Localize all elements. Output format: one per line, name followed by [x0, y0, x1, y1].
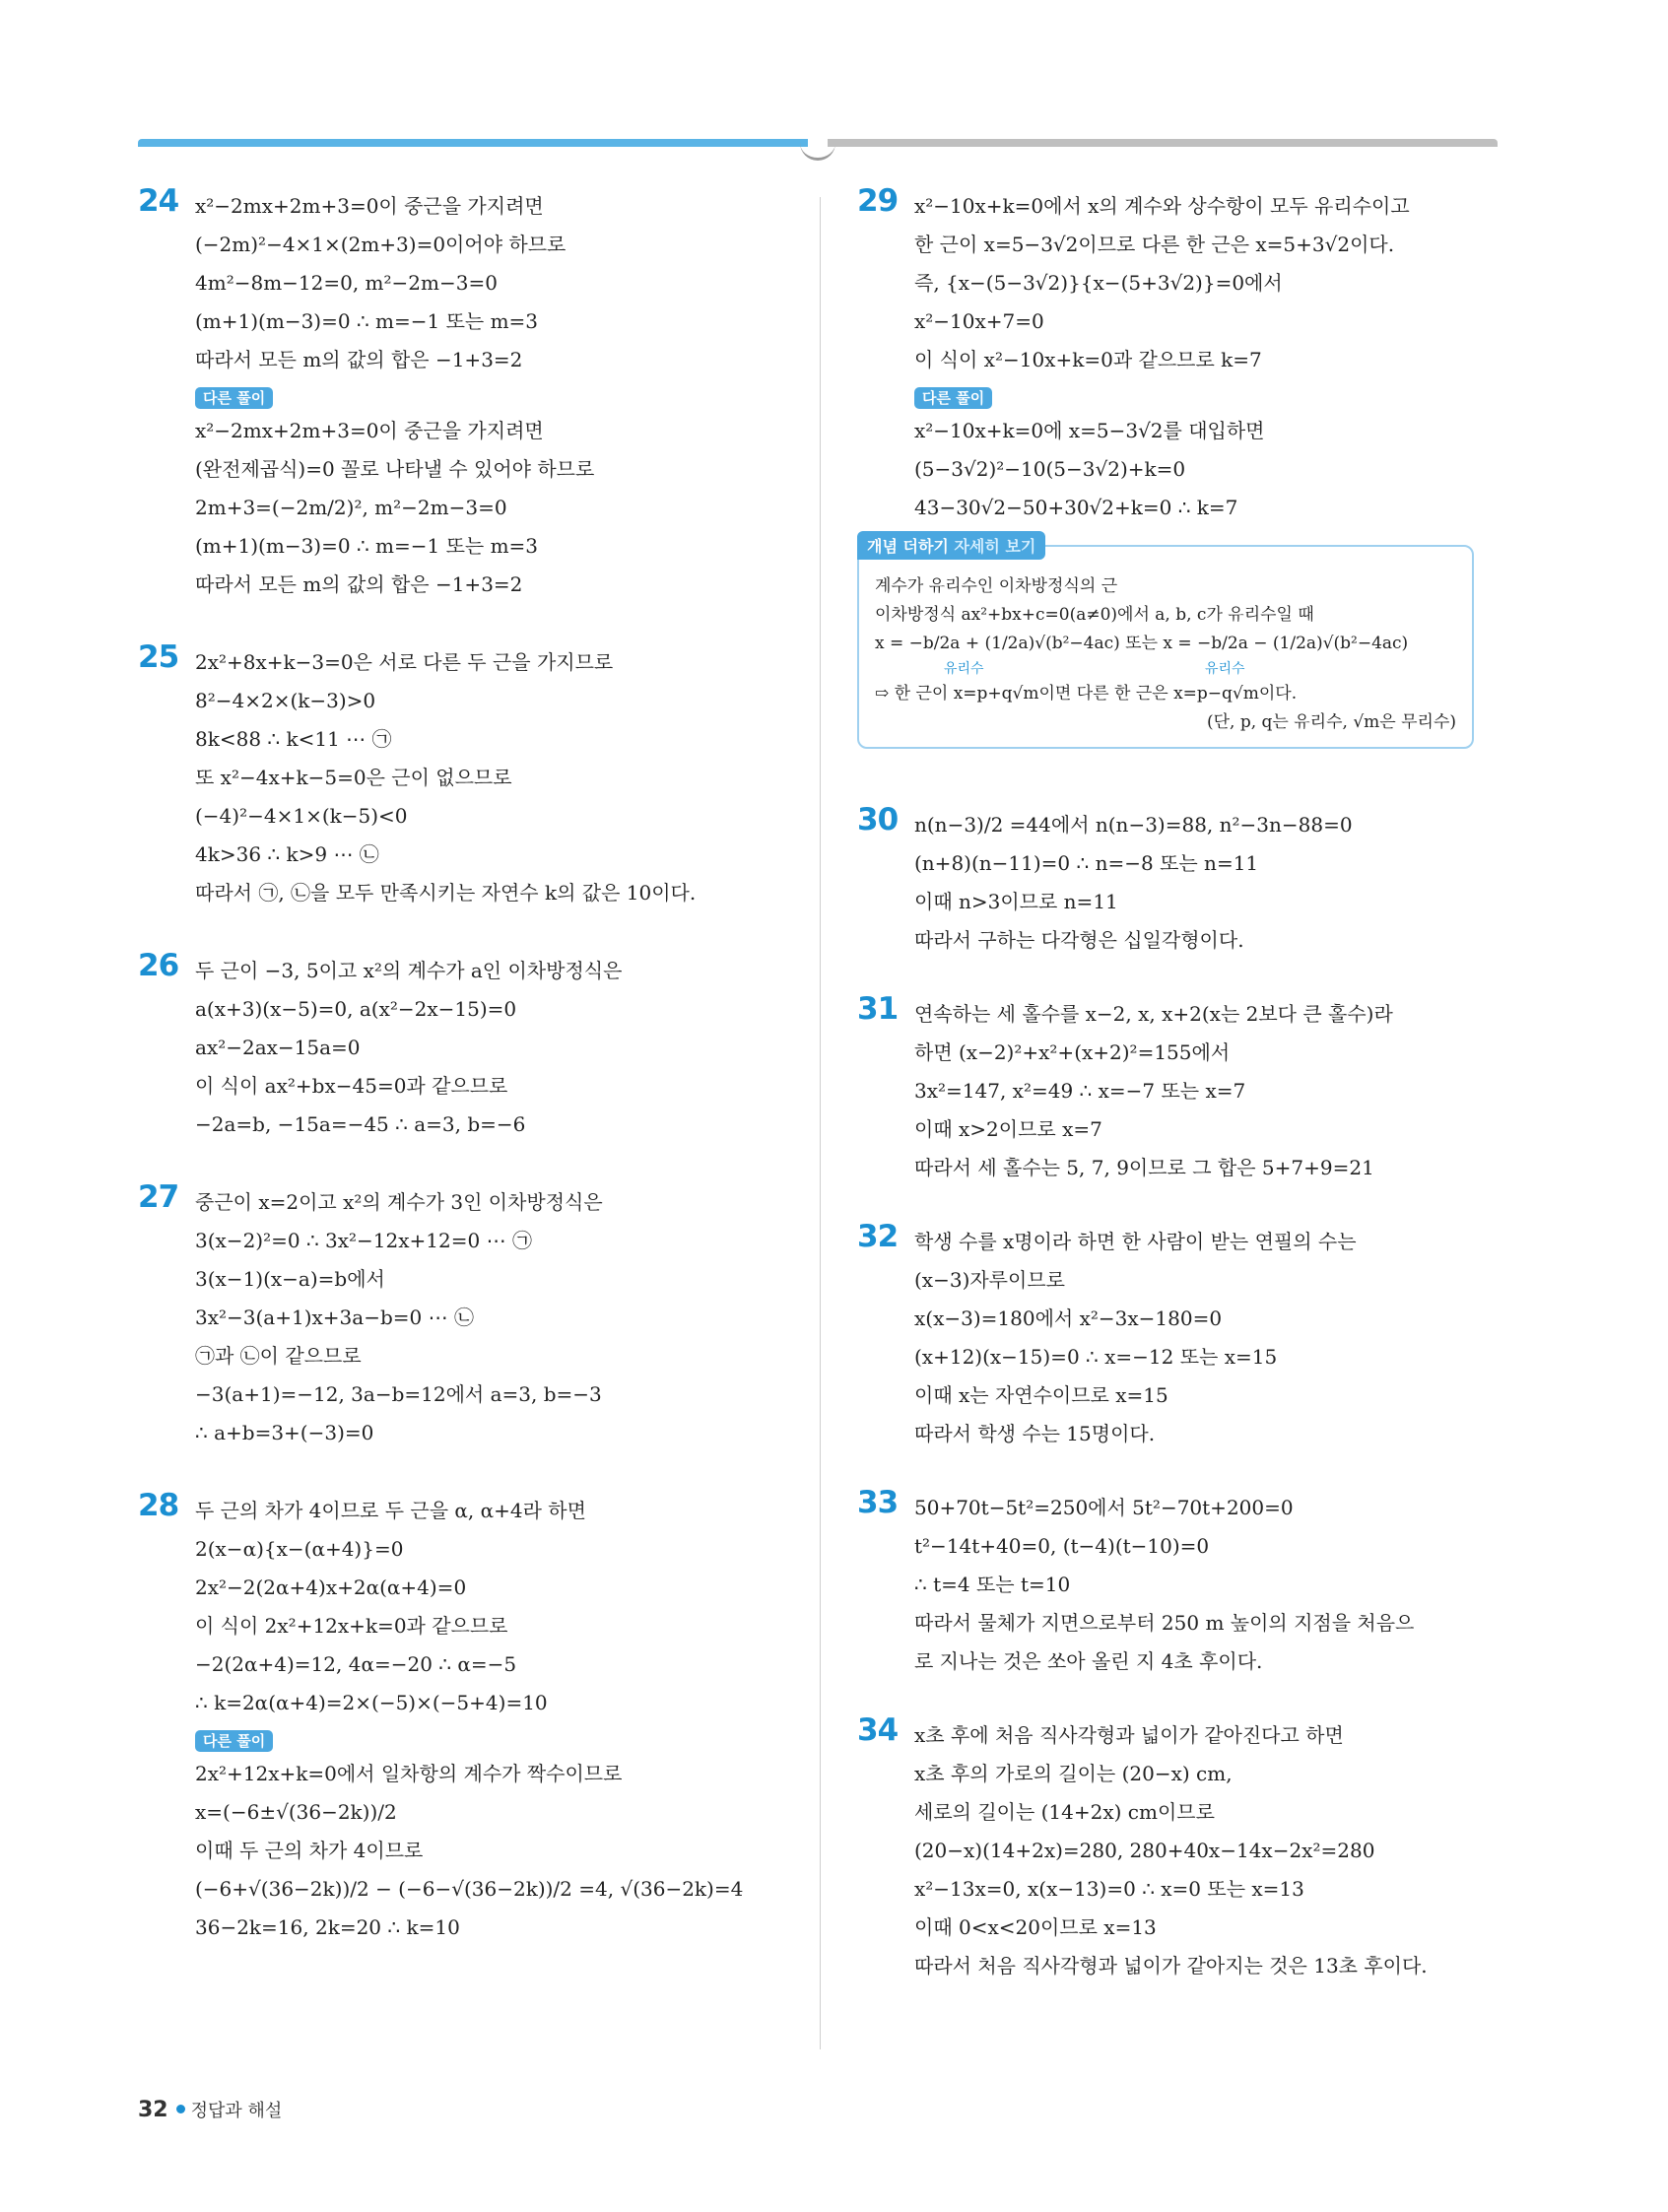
solution-line: 하면 (x−2)²+x²+(x+2)²=155에서	[914, 1040, 1231, 1064]
solution-line: (m+1)(m−3)=0 ∴ m=−1 또는 m=3	[195, 309, 539, 333]
solution-line: 따라서 물체가 지면으로부터 250 m 높이의 지점을 처음으	[914, 1611, 1415, 1635]
problem-25	[138, 639, 778, 912]
column-divider	[820, 197, 821, 2049]
solution-line: x초 후에 처음 직사각형과 넓이가 같아진다고 하면	[914, 1723, 1344, 1747]
problem-34	[857, 1712, 1507, 1985]
problem-number: 32	[857, 1219, 899, 1254]
concept-box	[857, 537, 1474, 749]
solution-line: x=(−6±√(36−2k))/2	[195, 1800, 397, 1824]
problem-24	[138, 183, 778, 604]
solution-line: 4k>36 ∴ k>9 ⋯ ㉡	[195, 842, 379, 866]
concept-heading: 계수가 유리수인 이차방정식의 근	[875, 576, 1118, 596]
rational-label-1: 유리수	[944, 661, 984, 677]
solution-line: x²−2mx+2m+3=0이 중근을 가지려면	[195, 419, 544, 442]
solution-line: 2m+3=(−2m/2)², m²−2m−3=0	[195, 496, 507, 519]
problem-27	[138, 1179, 778, 1452]
solution-line: x²−10x+7=0	[914, 309, 1044, 333]
solution-line: x²−10x+k=0에 x=5−3√2를 대입하면	[914, 419, 1265, 442]
problem-30	[857, 802, 1507, 960]
solution-line: ㉠과 ㉡이 같으므로	[195, 1344, 362, 1368]
solution-line: ax²−2ax−15a=0	[195, 1036, 361, 1059]
solution-line: 2(x−α){x−(α+4)}=0	[195, 1537, 404, 1561]
solution-line: 이 식이 x²−10x+k=0과 같으므로 k=7	[914, 348, 1262, 371]
problem-number: 33	[857, 1485, 899, 1520]
solution-line: 중근이 x=2이고 x²의 계수가 3인 이차방정식은	[195, 1190, 603, 1214]
concept-box-title-prefix: 개념 더하기	[867, 537, 949, 556]
alt-solution-badge: 다른 풀이	[914, 387, 992, 409]
solution-line: 두 근의 차가 4이므로 두 근을 α, α+4라 하면	[195, 1499, 586, 1522]
problem-number: 28	[138, 1488, 179, 1523]
solution-line: x²−13x=0, x(x−13)=0 ∴ x=0 또는 x=13	[914, 1877, 1304, 1901]
solution-line: (n+8)(n−11)=0 ∴ n=−8 또는 n=11	[914, 851, 1259, 875]
problem-33	[857, 1485, 1507, 1681]
solution-line: 3(x−2)²=0 ∴ 3x²−12x+12=0 ⋯ ㉠	[195, 1229, 532, 1252]
solution-line: 따라서 세 홀수는 5, 7, 9이므로 그 합은 5+7+9=21	[914, 1156, 1374, 1179]
solution-line: a(x+3)(x−5)=0, a(x²−2x−15)=0	[195, 997, 517, 1021]
header-bar-left	[138, 139, 808, 147]
footer-dot	[176, 2105, 185, 2113]
solution-line: 3(x−1)(x−a)=b에서	[195, 1267, 385, 1291]
concept-line-3: ⇨ 한 근이 x=p+q√m이면 다른 한 근은 x=p−q√m이다.	[875, 684, 1298, 704]
solution-line: ∴ a+b=3+(−3)=0	[195, 1421, 374, 1444]
problem-28	[138, 1488, 778, 1947]
problem-number: 25	[138, 639, 179, 675]
problem-number: 34	[857, 1712, 899, 1748]
solution-line: 43−30√2−50+30√2+k=0 ∴ k=7	[914, 496, 1238, 519]
solution-line: (−4)²−4×1×(k−5)<0	[195, 804, 408, 828]
solution-line: (20−x)(14+2x)=280, 280+40x−14x−2x²=280	[914, 1839, 1375, 1862]
solution-line: 따라서 구하는 다각형은 십일각형이다.	[914, 928, 1244, 952]
solution-line: 이때 x>2이므로 x=7	[914, 1117, 1102, 1141]
problem-29	[857, 183, 1507, 527]
concept-formula: x = −b/2a + (1/2a)√(b²−4ac) 또는 x = −b/2a − (1/2a)√(b²−4ac)	[875, 634, 1409, 653]
problem-31	[857, 991, 1507, 1187]
solution-line: 2x²+12x+k=0에서 일차항의 계수가 짝수이므로	[195, 1762, 623, 1785]
right-column	[857, 183, 1507, 1985]
solution-line: x초 후의 가로의 길이는 (20−x) cm,	[914, 1762, 1233, 1785]
solution-line: 즉, {x−(5−3√2)}{x−(5+3√2)}=0에서	[914, 271, 1283, 295]
solution-line: 50+70t−5t²=250에서 5t²−70t+200=0	[914, 1496, 1294, 1519]
solution-line: 3x²−3(a+1)x+3a−b=0 ⋯ ㉡	[195, 1306, 474, 1329]
solution-line: 따라서 모든 m의 값의 합은 −1+3=2	[195, 572, 523, 596]
solution-line: 4m²−8m−12=0, m²−2m−3=0	[195, 271, 498, 295]
solution-line: 이 식이 2x²+12x+k=0과 같으므로	[195, 1614, 508, 1638]
problem-number: 27	[138, 1179, 179, 1215]
solution-line: 따라서 학생 수는 15명이다.	[914, 1422, 1156, 1445]
solution-line: x²−2mx+2m+3=0이 중근을 가지려면	[195, 194, 544, 218]
solution-line: 세로의 길이는 (14+2x) cm이므로	[914, 1800, 1215, 1824]
solution-line: (x+12)(x−15)=0 ∴ x=−12 또는 x=15	[914, 1345, 1278, 1369]
solution-line: 따라서 모든 m의 값의 합은 −1+3=2	[195, 348, 523, 371]
header-bar-right	[828, 139, 1498, 147]
solution-line: 한 근이 x=5−3√2이므로 다른 한 근은 x=5+3√2이다.	[914, 233, 1395, 256]
solution-line: (x−3)자루이므로	[914, 1268, 1065, 1292]
solution-line: 이 식이 ax²+bx−45=0과 같으므로	[195, 1074, 508, 1098]
left-column	[138, 183, 778, 1947]
problem-number: 30	[857, 802, 899, 838]
solution-line: −3(a+1)=−12, 3a−b=12에서 a=3, b=−3	[195, 1382, 602, 1406]
solution-line: (m+1)(m−3)=0 ∴ m=−1 또는 m=3	[195, 534, 539, 558]
solution-line: 8²−4×2×(k−3)>0	[195, 689, 376, 712]
solution-line: (5−3√2)²−10(5−3√2)+k=0	[914, 457, 1186, 481]
solution-line: 또 x²−4x+k−5=0은 근이 없으므로	[195, 766, 512, 789]
solution-line: 2x²+8x+k−3=0은 서로 다른 두 근을 가지므로	[195, 650, 614, 674]
solution-line: 두 근이 −3, 5이고 x²의 계수가 a인 이차방정식은	[195, 959, 623, 982]
problem-32	[857, 1219, 1507, 1453]
solution-line: 8k<88 ∴ k<11 ⋯ ㉠	[195, 727, 392, 751]
solution-line: ∴ t=4 또는 t=10	[914, 1573, 1071, 1596]
solution-line: x²−10x+k=0에서 x의 계수와 상수항이 모두 유리수이고	[914, 194, 1410, 218]
solution-line: 따라서 처음 직사각형과 넓이가 같아지는 것은 13초 후이다.	[914, 1954, 1428, 1977]
page-number: 32	[138, 2098, 168, 2122]
solution-line: (완전제곱식)=0 꼴로 나타낼 수 있어야 하므로	[195, 457, 595, 481]
solution-line: 이때 두 근의 차가 4이므로	[195, 1839, 424, 1862]
solution-line: 이때 n>3이므로 n=11	[914, 890, 1118, 913]
solution-line: 3x²=147, x²=49 ∴ x=−7 또는 x=7	[914, 1079, 1246, 1103]
concept-line-4: (단, p, q는 유리수, √m은 무리수)	[1206, 712, 1456, 732]
concept-box-title-highlight: 자세히 보기	[954, 537, 1036, 556]
solution-line: ∴ k=2α(α+4)=2×(−5)×(−5+4)=10	[195, 1691, 548, 1714]
concept-box-title	[857, 531, 1045, 560]
solution-line: t²−14t+40=0, (t−4)(t−10)=0	[914, 1534, 1210, 1558]
rational-labels	[875, 658, 1456, 680]
problem-number: 31	[857, 991, 899, 1027]
solution-line: −2a=b, −15a=−45 ∴ a=3, b=−6	[195, 1112, 526, 1136]
solution-line: n(n−3)/2 =44에서 n(n−3)=88, n²−3n−88=0	[914, 813, 1353, 837]
solution-line: 36−2k=16, 2k=20 ∴ k=10	[195, 1915, 460, 1939]
problem-number: 26	[138, 948, 179, 983]
solution-line: (−6+√(36−2k))/2 − (−6−√(36−2k))/2 =4, √(36−2k)=4	[195, 1877, 744, 1901]
solution-line: −2(2α+4)=12, 4α=−20 ∴ α=−5	[195, 1652, 517, 1676]
solution-line: 로 지나는 것은 쏘아 올린 지 4초 후이다.	[914, 1649, 1263, 1673]
solution-line: 이때 x는 자연수이므로 x=15	[914, 1383, 1168, 1407]
solution-line: 연속하는 세 홀수를 x−2, x, x+2(x는 2보다 큰 홀수)라	[914, 1002, 1393, 1026]
solution-line: x(x−3)=180에서 x²−3x−180=0	[914, 1307, 1223, 1330]
problem-number: 24	[138, 183, 179, 219]
solution-line: (−2m)²−4×1×(2m+3)=0이어야 하므로	[195, 233, 567, 256]
solution-line: 이때 0<x<20이므로 x=13	[914, 1915, 1157, 1939]
rational-label-2: 유리수	[1205, 661, 1245, 677]
solution-line: 따라서 ㉠, ㉡을 모두 만족시키는 자연수 k의 값은 10이다.	[195, 881, 697, 905]
section-title: 정답과 해설	[190, 2101, 283, 2121]
alt-solution-badge: 다른 풀이	[195, 387, 273, 409]
page-footer	[138, 2097, 282, 2122]
solution-line: 학생 수를 x명이라 하면 한 사람이 받는 연필의 수는	[914, 1230, 1357, 1253]
concept-line-1: 이차방정식 ax²+bx+c=0(a≠0)에서 a, b, c가 유리수일 때	[875, 605, 1314, 625]
problem-number: 29	[857, 183, 899, 219]
solution-line: 2x²−2(2α+4)x+2α(α+4)=0	[195, 1575, 467, 1599]
problem-26	[138, 948, 778, 1144]
alt-solution-badge: 다른 풀이	[195, 1730, 273, 1752]
